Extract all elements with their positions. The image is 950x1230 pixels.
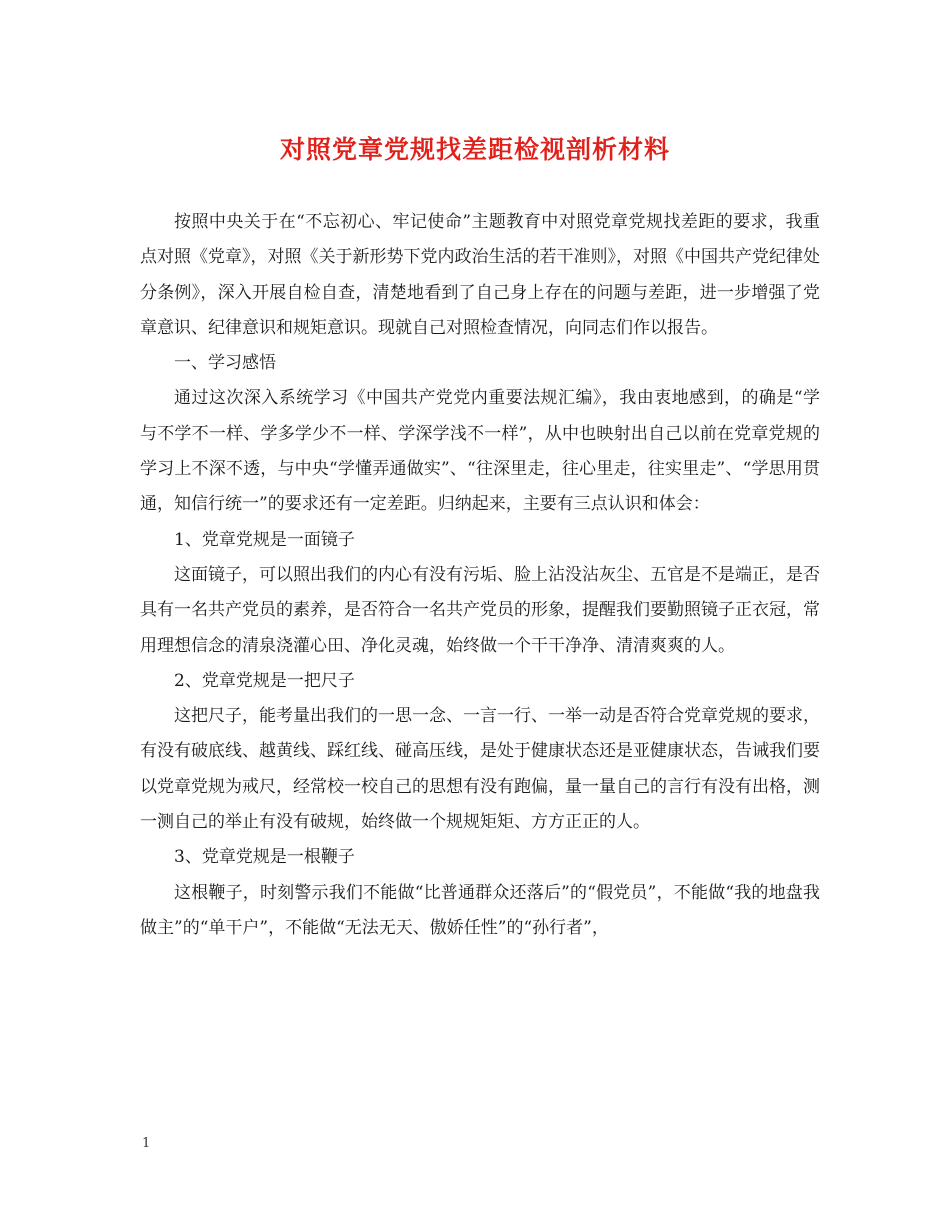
document-title: 对照党章党规找差距检视剖析材料 (279, 135, 670, 164)
paragraph-mirror: 这面镜子，可以照出我们的内心有没有污垢、脸上沾没沾灰尘、五官是不是端正，是否具有一名共产党员的素养，是否符合一名共产党员的形象，提醒我们要勤照镜子正衣冠，常用理想信念的清泉浇灌心田、净化灵魂，始终做一个干干净净、清清爽爽的人。 (140, 564, 820, 656)
page-number: 1 (142, 1136, 151, 1151)
subheading-ruler: 2、党章党规是一把尺子 (174, 670, 355, 691)
paragraph-intro: 按照中央关于在“不忘初心、牢记使命”主题教育中对照党章党规找差距的要求，我重点对照《党章》，对照《关于新形势下党内政治生活的若干准则》，对照《中国共产党纪律处分条例》，深入开展自检自查，清楚地看到了自己身上存在的问题与差距，进一步增强了党章意识、纪律意识和规矩意识。现就自己对照检查情况，向同志们作以报告。 (140, 212, 820, 338)
paragraph-whip: 这根鞭子，时刻警示我们不能做“比普通群众还落后”的“假党员”，不能做“我的地盘我做主”的“单干户”，不能做“无法无天、傲娇任性”的“孙行者”， (140, 882, 820, 938)
subheading-mirror: 1、党章党规是一面镜子 (174, 529, 355, 550)
subheading-whip: 3、党章党规是一根鞭子 (174, 847, 355, 868)
document-body (140, 205, 820, 946)
paragraph-ruler: 这把尺子，能考量出我们的一思一念、一言一行、一举一动是否符合党章党规的要求，有没有破底线、越黄线、踩红线、碰高压线，是处于健康状态还是亚健康状态，告诫我们要以党章党规为戒尺，经常校一校自己的思想有没有跑偏，量一量自己的言行有没有出格，测一测自己的举止有没有破规，始终做一个规规矩矩、方方正正的人。 (140, 706, 820, 833)
paragraph-learning: 通过这次深入系统学习《中国共产党党内重要法规汇编》，我由衷地感到，的确是“学与不学不一样、学多学少不一样、学深学浅不一样”，从中也映射出自己以前在党章党规的学习上不深不透，与中央“学懂弄通做实”、“往深里走，往心里走，往实里走”、“学思用贯通，知信行统一”的要求还有一定差距。归纳起来，主要有三点认识和体会： (140, 388, 820, 515)
section-heading-learning: 一、学习感悟 (174, 353, 276, 374)
